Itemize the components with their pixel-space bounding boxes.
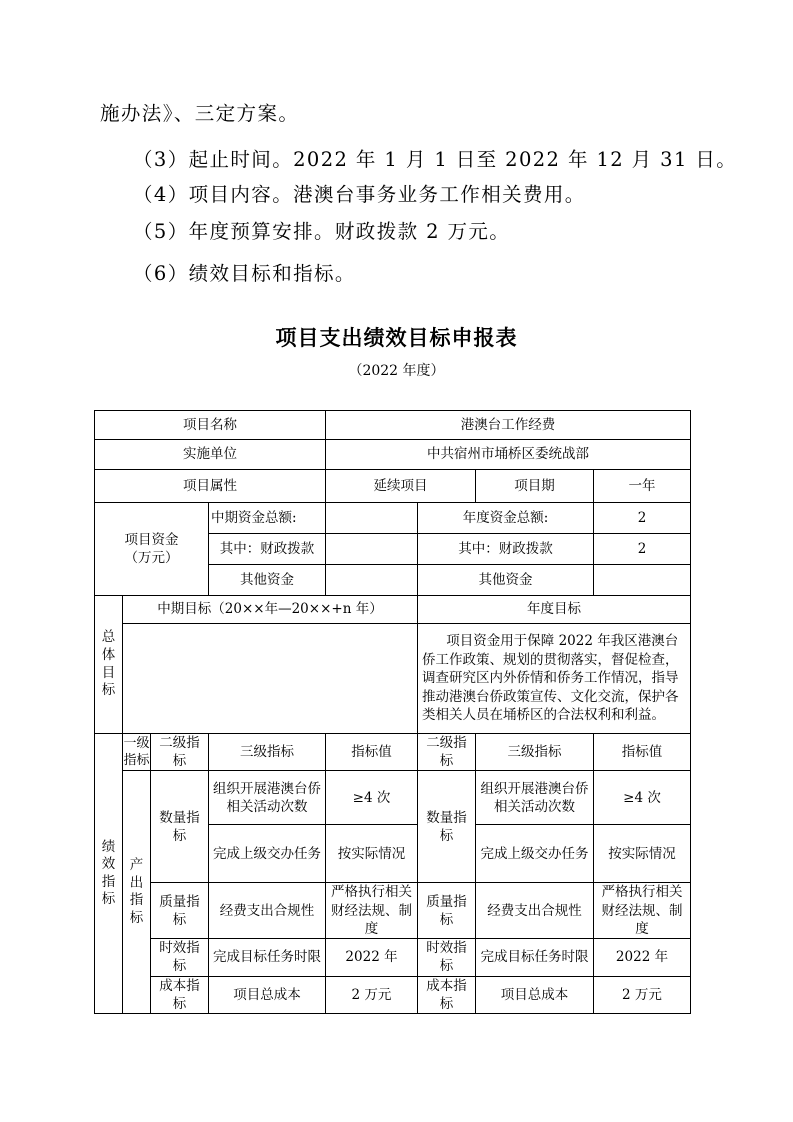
row-spacer: [95, 1013, 691, 1014]
time-name-left: 完成目标任务时限: [209, 939, 326, 976]
performance-table: [94, 410, 691, 1014]
row-cost: [95, 976, 691, 1013]
time-value-right: 2022 年: [594, 939, 691, 976]
cost-value-right: 2 万元: [594, 976, 691, 1013]
mid-fiscal-value: [326, 534, 418, 565]
row-unit: [95, 440, 691, 470]
h-level3-right: 三级指标: [476, 734, 594, 771]
output-label-text: 产出指标: [129, 857, 144, 926]
row-quantity-1: [95, 771, 691, 825]
time-name-right: 完成目标任务时限: [476, 939, 594, 976]
quality-name-left: 经费支出合规性: [209, 883, 326, 939]
perf-label: [95, 734, 123, 1014]
h-level2-left: 二级指标: [151, 734, 209, 771]
annual-other-label: 其他资金: [418, 565, 594, 596]
h-value-left: 指标值: [326, 734, 418, 771]
funds-label-text: 项目资金（万元）: [124, 531, 179, 566]
annual-goal-header: 年度目标: [418, 596, 691, 624]
row-project-name: [95, 411, 691, 440]
paragraph-5: （6）绩效目标和指标。: [133, 262, 356, 285]
time-label-right: 时效指标: [418, 939, 476, 976]
cost-label-right: 成本指标: [418, 976, 476, 1013]
q2-name-left: 完成上级交办任务: [209, 825, 326, 883]
q2-value-right: 按实际情况: [594, 825, 691, 883]
time-value-left: 2022 年: [326, 939, 418, 976]
mid-fiscal-label: 其中：财政拨款: [209, 534, 326, 565]
quality-value-left: 严格执行相关财经法规、制度: [326, 883, 418, 939]
period-label: 项目期: [476, 470, 594, 503]
annual-total-label: 年度资金总额:: [418, 503, 594, 534]
perf-label-text: 绩效指标: [101, 838, 116, 908]
q1-value-left: ≥4 次: [326, 771, 418, 825]
output-label: [123, 771, 151, 1014]
h-level3-left: 三级指标: [209, 734, 326, 771]
row-quality: [95, 883, 691, 939]
row-funds-total: [95, 503, 691, 534]
q1-value-right: ≥4 次: [594, 771, 691, 825]
annual-fiscal-label: 其中：财政拨款: [418, 534, 594, 565]
h-level1: 一级指标: [123, 734, 151, 771]
paragraph-4: （5）年度预算安排。财政拨款 2 万元。: [133, 220, 511, 243]
overall-label-text: 总体目标: [101, 629, 116, 699]
q2-name-right: 完成上级交办任务: [476, 825, 594, 883]
cost-value-left: 2 万元: [326, 976, 418, 1013]
mid-other-label: 其他资金: [209, 565, 326, 596]
cost-name-right: 项目总成本: [476, 976, 594, 1013]
table-title: 项目支出绩效目标申报表: [275, 326, 518, 350]
unit-label: 实施单位: [95, 440, 326, 470]
cost-name-left: 项目总成本: [209, 976, 326, 1013]
q1-name-left: 组织开展港澳台侨相关活动次数: [209, 771, 326, 825]
attr-label: 项目属性: [95, 470, 326, 503]
mid-other-value: [326, 565, 418, 596]
row-attribute: [95, 470, 691, 503]
mid-goal-header: 中期目标（20××年—20××+n 年）: [123, 596, 418, 624]
quality-value-right: 严格执行相关财经法规、制度: [594, 883, 691, 939]
annual-goal-text: 项目资金用于保障 2022 年我区港澳台侨工作政策、规划的贯彻落实，督促检查，调查研究区内外侨情和侨务工作情况，指导推动港澳台侨政策宣传、文化交流，保护各类相关人员在埇桥区的合法权利和利益。: [418, 624, 691, 734]
mid-total-value: [326, 503, 418, 534]
quantity-label-left: 数量指标: [151, 771, 209, 883]
annual-other-value: [594, 565, 691, 596]
row-goal-headers: [95, 596, 691, 624]
q1-name-right: 组织开展港澳台侨相关活动次数: [476, 771, 594, 825]
quality-name-right: 经费支出合规性: [476, 883, 594, 939]
table-subtitle: （2022 年度）: [348, 363, 445, 379]
quality-label-right: 质量指标: [418, 883, 476, 939]
time-label-left: 时效指标: [151, 939, 209, 976]
annual-fiscal-value: 2: [594, 534, 691, 565]
spacer-cell: [151, 1013, 691, 1014]
funds-label: [95, 503, 209, 596]
q2-value-left: 按实际情况: [326, 825, 418, 883]
overall-label: [95, 596, 123, 734]
row-indicator-headers: [95, 734, 691, 771]
unit-value: 中共宿州市埇桥区委统战部: [326, 440, 691, 470]
mid-goal-text: [123, 624, 418, 734]
paragraph-1: 施办法》、三定方案。: [100, 102, 300, 125]
period-value: 一年: [594, 470, 691, 503]
annual-total-value: 2: [594, 503, 691, 534]
paragraph-2: （3）起止时间。2022 年 1 月 1 日至 2022 年 12 月 31 日。: [133, 148, 738, 171]
paragraph-3: （4）项目内容。港澳台事务业务工作相关费用。: [133, 183, 586, 206]
row-goal-texts: [95, 624, 691, 734]
attr-value: 延续项目: [326, 470, 476, 503]
project-name-label: 项目名称: [95, 411, 326, 440]
h-value-right: 指标值: [594, 734, 691, 771]
quality-label-left: 质量指标: [151, 883, 209, 939]
quantity-label-right: 数量指标: [418, 771, 476, 883]
h-level2-right: 二级指标: [418, 734, 476, 771]
cost-label-left: 成本指标: [151, 976, 209, 1013]
row-time: [95, 939, 691, 976]
project-name-value: 港澳台工作经费: [326, 411, 691, 440]
mid-total-label: 中期资金总额:: [209, 503, 326, 534]
